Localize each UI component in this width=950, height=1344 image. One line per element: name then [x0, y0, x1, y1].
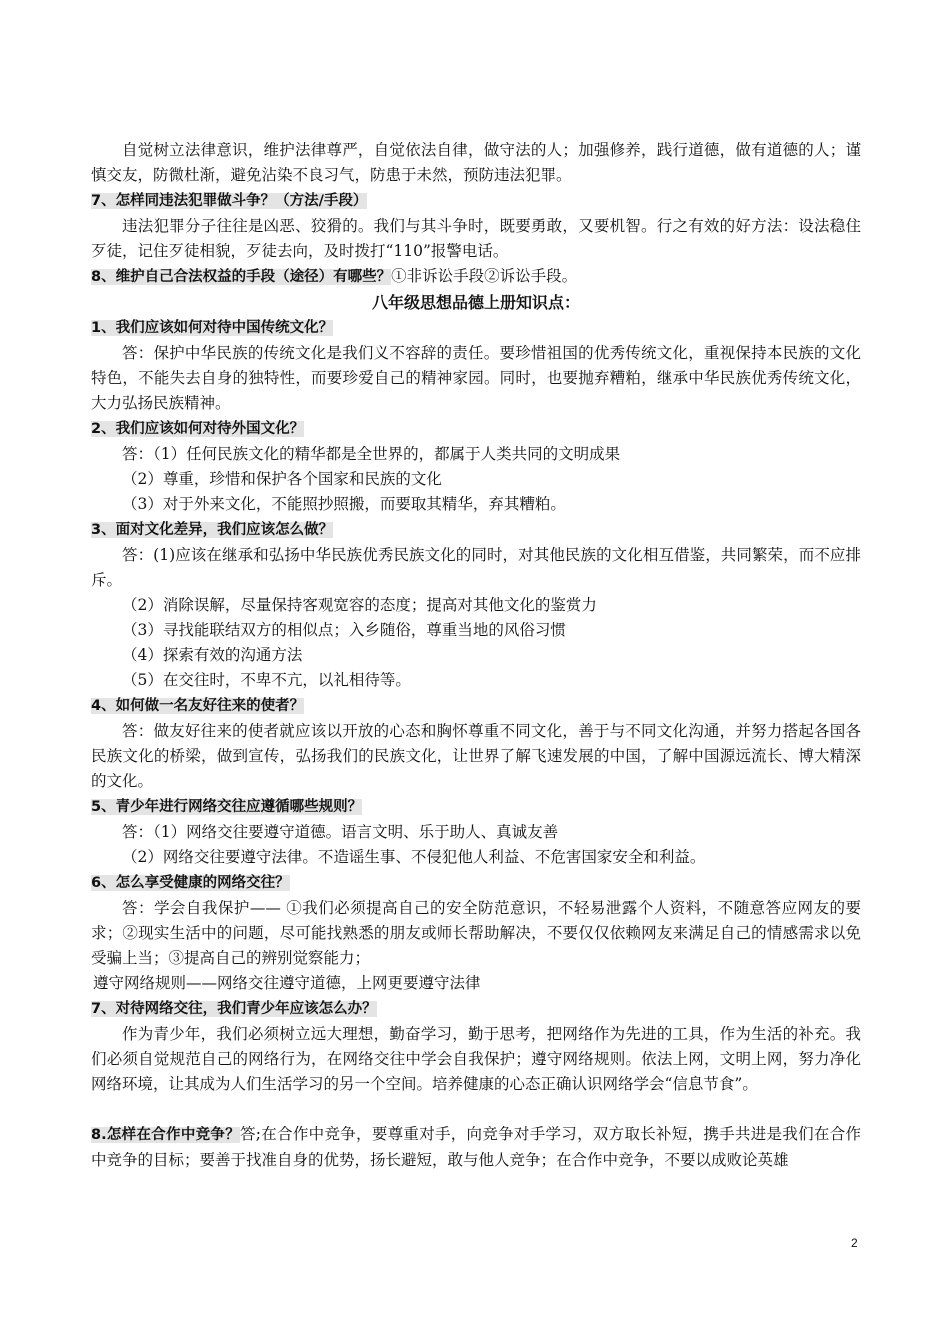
question-heading [91, 517, 861, 543]
answer-paragraph: 答：(1)应该在继承和弘扬中华民族优秀民族文化的同时，对其他民族的文化相互借鉴，共同繁荣，而不应排斥。 [91, 546, 861, 589]
answer-line: （3）对于外来文化，不能照抄照搬，而要取其精华，弃其糟粕。 [122, 495, 566, 513]
answer-line: （5）在交往时，不卑不亢，以礼相待等。 [122, 671, 411, 689]
question-heading [91, 315, 861, 341]
section-title: 八年级思想品德上册知识点： [371, 293, 580, 312]
intro-paragraph: 自觉树立法律意识，维护法律尊严，自觉依法自律，做守法的人；加强修养，践行道德，做有道德的人；谨慎交友，防微杜渐，避免沾染不良习气，防患于未然，预防违法犯罪。 [91, 141, 861, 184]
answer-line: 答：（1）网络交往要遵守道德。语言文明、乐于助人、真诚友善 [122, 823, 559, 841]
heading-text: 8.怎样在合作中竞争？ [91, 1127, 240, 1143]
question-heading [91, 794, 861, 820]
answer-line: 答：（1）任何民族文化的精华都是全世界的，都属于人类共同的文明成果 [122, 445, 621, 463]
heading-text: 2、我们应该如何对待外国文化？ [91, 421, 305, 437]
answer-line: （2）消除误解，尽量保持客观宽容的态度；提高对其他文化的鉴赏力 [122, 596, 597, 614]
heading-text: 7、对待网络交往，我们青少年应该怎么办？ [91, 1001, 377, 1017]
answer-line: 遵守网络规则——网络交往遵守道德，上网更要遵守法律 [93, 974, 481, 992]
question-heading [91, 693, 861, 719]
document-body [91, 138, 861, 1173]
question-heading [91, 188, 861, 214]
answer-paragraph: 答：做友好往来的使者就应该以开放的心态和胸怀尊重不同文化，善于与不同文化沟通，并努力搭起各国各民族文化的桥梁，做到宣传，弘扬我们的民族文化，让世界了解飞速发展的中国，了解中国源远流长、博大精深的文化。 [91, 722, 861, 790]
answer-paragraph: 答：保护中华民族的传统文化是我们义不容辞的责任。要珍惜祖国的优秀传统文化，重视保持本民族的文化特色，不能失去自身的独特性，而要珍爱自己的精神家园。同时，也要抛弃糟粕，继承中华民族优秀传统文化，大力弘扬民族精神。 [91, 344, 861, 412]
question-heading [91, 870, 861, 896]
answer-line: （2）尊重，珍惜和保护各个国家和民族的文化 [122, 470, 442, 488]
heading-text: 3、面对文化差异，我们应该怎么做？ [91, 522, 334, 538]
page-number: 2 [851, 1236, 858, 1250]
question-heading [91, 996, 861, 1022]
heading-answer: ①非诉讼手段②诉讼手段。 [391, 267, 578, 285]
question-heading [91, 264, 861, 290]
answer-text: 答;在合作中竞争，要尊重对手，向竞争对手学习，双方取长补短，携手共进是我们在合作中竞争的目标；要善于找准自身的优势，扬长避短，敢与他人竞争；在合作中竞争，不要以成败论英雄 [91, 1125, 861, 1169]
answer-line: （4）探索有效的沟通方法 [122, 646, 303, 664]
answer-paragraph: 违法犯罪分子往往是凶恶、狡猾的。我们与其斗争时，既要勇敢，又要机智。行之有效的好方法：设法稳住歹徒，记住歹徒相貌，歹徒去向，及时拨打“110”报警电话。 [91, 217, 861, 260]
answer-paragraph: 作为青少年，我们必须树立远大理想，勤奋学习，勤于思考，把网络作为先进的工具，作为生活的补充。我们必须自觉规范自己的网络行为，在网络交往中学会自我保护；遵守网络规则。依法上网，文明上网，努力净化网络环境，让其成为人们生活学习的另一个空间。培养健康的心态正确认识网络学会“信息节食”。 [91, 1025, 861, 1093]
blank-line [91, 1097, 861, 1122]
question-heading [91, 416, 861, 442]
heading-text: 7、怎样同违法犯罪做斗争？（方法/手段） [91, 193, 368, 209]
heading-text: 8、维护自己合法权益的手段（途径）有哪些？ [91, 269, 392, 285]
answer-paragraph: 答：学会自我保护—— ①我们必须提高自己的安全防范意识，不轻易泄露个人资料，不随意答应网友的要求；②现实生活中的问题，尽可能找熟悉的朋友或师长帮助解决，不要仅仅依赖网友来满足自己的情感需求以免受骗上当；③提高自己的辨别觉察能力； [91, 899, 861, 967]
question-paragraph [91, 1122, 861, 1173]
heading-text: 4、如何做一名友好往来的使者？ [91, 698, 305, 714]
answer-line: （2）网络交往要遵守法律。不造谣生事、不侵犯他人利益、不危害国家安全和利益。 [122, 848, 706, 866]
heading-text: 1、我们应该如何对待中国传统文化？ [91, 320, 334, 336]
heading-text: 6、怎么享受健康的网络交往？ [91, 875, 290, 891]
answer-line: （3）寻找能联结双方的相似点；入乡随俗，尊重当地的风俗习惯 [122, 621, 566, 639]
heading-text: 5、青少年进行网络交往应遵循哪些规则？ [91, 799, 363, 815]
